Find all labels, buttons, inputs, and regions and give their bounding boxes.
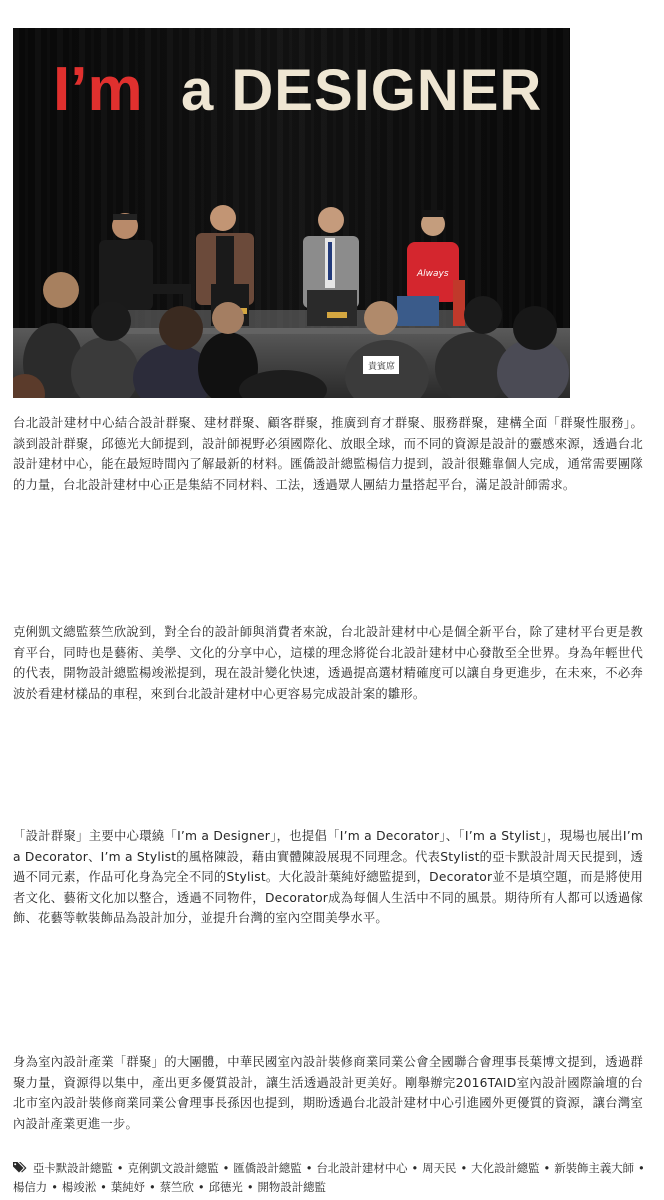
banner-title-red: I’m [53,55,143,124]
tag-separator: • [305,1161,313,1175]
event-photo [13,28,570,398]
article-paragraph-2: 克俐凱文總監蔡竺欣說到，對全台的設計師與消費者來說，台北設計建材中心是個全新平台，除了建材平台更是教育平台，同時也是藝術、美學、文化的分享中心，這樣的理念將從台北設計建材中心發散至全世界。身為年輕世代的代表，開物設計總監楊竣淞提到，現在設計變化快速，透過提高選材精確度可以讓自身更進步，在未來，不必奔波於看建材樣品的車程，來到台北設計建材中心更容易完成設計案的雛形。 [13,625,643,701]
article-paragraph-3: 「設計群聚」主要中心環繞「I’m a Designer」，也提倡「I’m a Decorator」、「I’m a Stylist」，現場也展出I’m a Decorator、I’m a Stylist的風格陳設，藉由實體陳設展現不同理念。代表Stylist的亞卡默設計周天民提到，透過不同元素，作品可化身為完全不同的Stylist。大化設計葉純妤總監提到，Decorator並不是填空題，而是將使用者文化、藝術文化加以整合，透過不同物件，Decorator成為每個人生活中不同的風景。期待所有人都可以透過傢飾、花藝等軟裝飾品為設計加分，並提升台灣的室內空間美學水平。 [13,829,643,926]
tag-link[interactable]: 匯僑設計總監 [233,1161,302,1175]
sweater-print: Always [417,269,449,279]
tag-separator: • [460,1161,468,1175]
tag-link[interactable]: 蔡竺欣 [159,1180,194,1194]
event-photo-illustration [13,28,570,398]
nameplate-text: 貴賓席 [368,362,396,372]
tag-link[interactable]: 周天民 [422,1161,457,1175]
tag-separator: • [149,1180,156,1194]
tag-separator: • [411,1161,419,1175]
tag-link[interactable]: 楊竣淞 [61,1180,97,1194]
tag-link[interactable]: 開物設計總監 [257,1180,326,1194]
tag-link[interactable]: 新裝飾主義大師 [554,1161,634,1175]
tag-separator: • [246,1180,254,1194]
banner-title-dark: a DESIGNER [181,58,543,123]
tag-link[interactable]: 邱德光 [208,1180,243,1194]
tag-link[interactable]: 楊信力 [13,1180,48,1194]
tag-separator: • [197,1180,205,1194]
tag-link[interactable]: 大化設計總監 [471,1161,540,1175]
article-paragraph-4: 身為室內設計產業「群聚」的大團體，中華民國室內設計裝修商業同業公會全國聯合會理事長葉博文提到，透過群聚力量，資源得以集中，產出更多優質設計，讓生活透過設計更美好。剛舉辦完2016TAID室內設計國際論壇的台北市室內設計裝修商業同業公會理事長孫因也提到，期盼透過台北設計建材中心引進國外更優質的資源，讓台灣室內設計產業更進一步。 [13,1055,643,1131]
tag-link[interactable]: 克俐凱文設計總監 [127,1161,219,1175]
tag-separator: • [51,1180,58,1194]
tag-separator: • [543,1161,551,1175]
tag-separator: • [100,1180,107,1194]
tag-link[interactable]: 台北設計建材中心 [316,1161,408,1175]
tag-link[interactable]: 葉純妤 [110,1180,145,1194]
tag-separator: • [222,1161,230,1175]
article-paragraph-1: 台北設計建材中心結合設計群聚、建材群聚、顧客群聚，推廣到育才群聚、服務群聚，建構全面「群聚性服務」。談到設計群聚，邱德光大師提到，設計師視野必須國際化、放眼全球，而不同的資源是設計的靈感來源，透過台北設計建材中心，能在最短時間內了解最新的材料。匯僑設計總監楊信力提到，設計很難靠個人完成，通常需要團隊的力量，台北設計建材中心正是集結不同材料、工法，透過眾人團結力量搭起平台，滿足設計師需求。 [13,416,643,492]
tag-list [13,1160,653,1196]
tag-link[interactable]: 亞卡默設計總監 [33,1161,113,1175]
tag-items [13,1161,649,1194]
tag-separator: • [638,1161,645,1175]
tag-icon [13,1161,29,1179]
tag-separator: • [116,1161,124,1175]
